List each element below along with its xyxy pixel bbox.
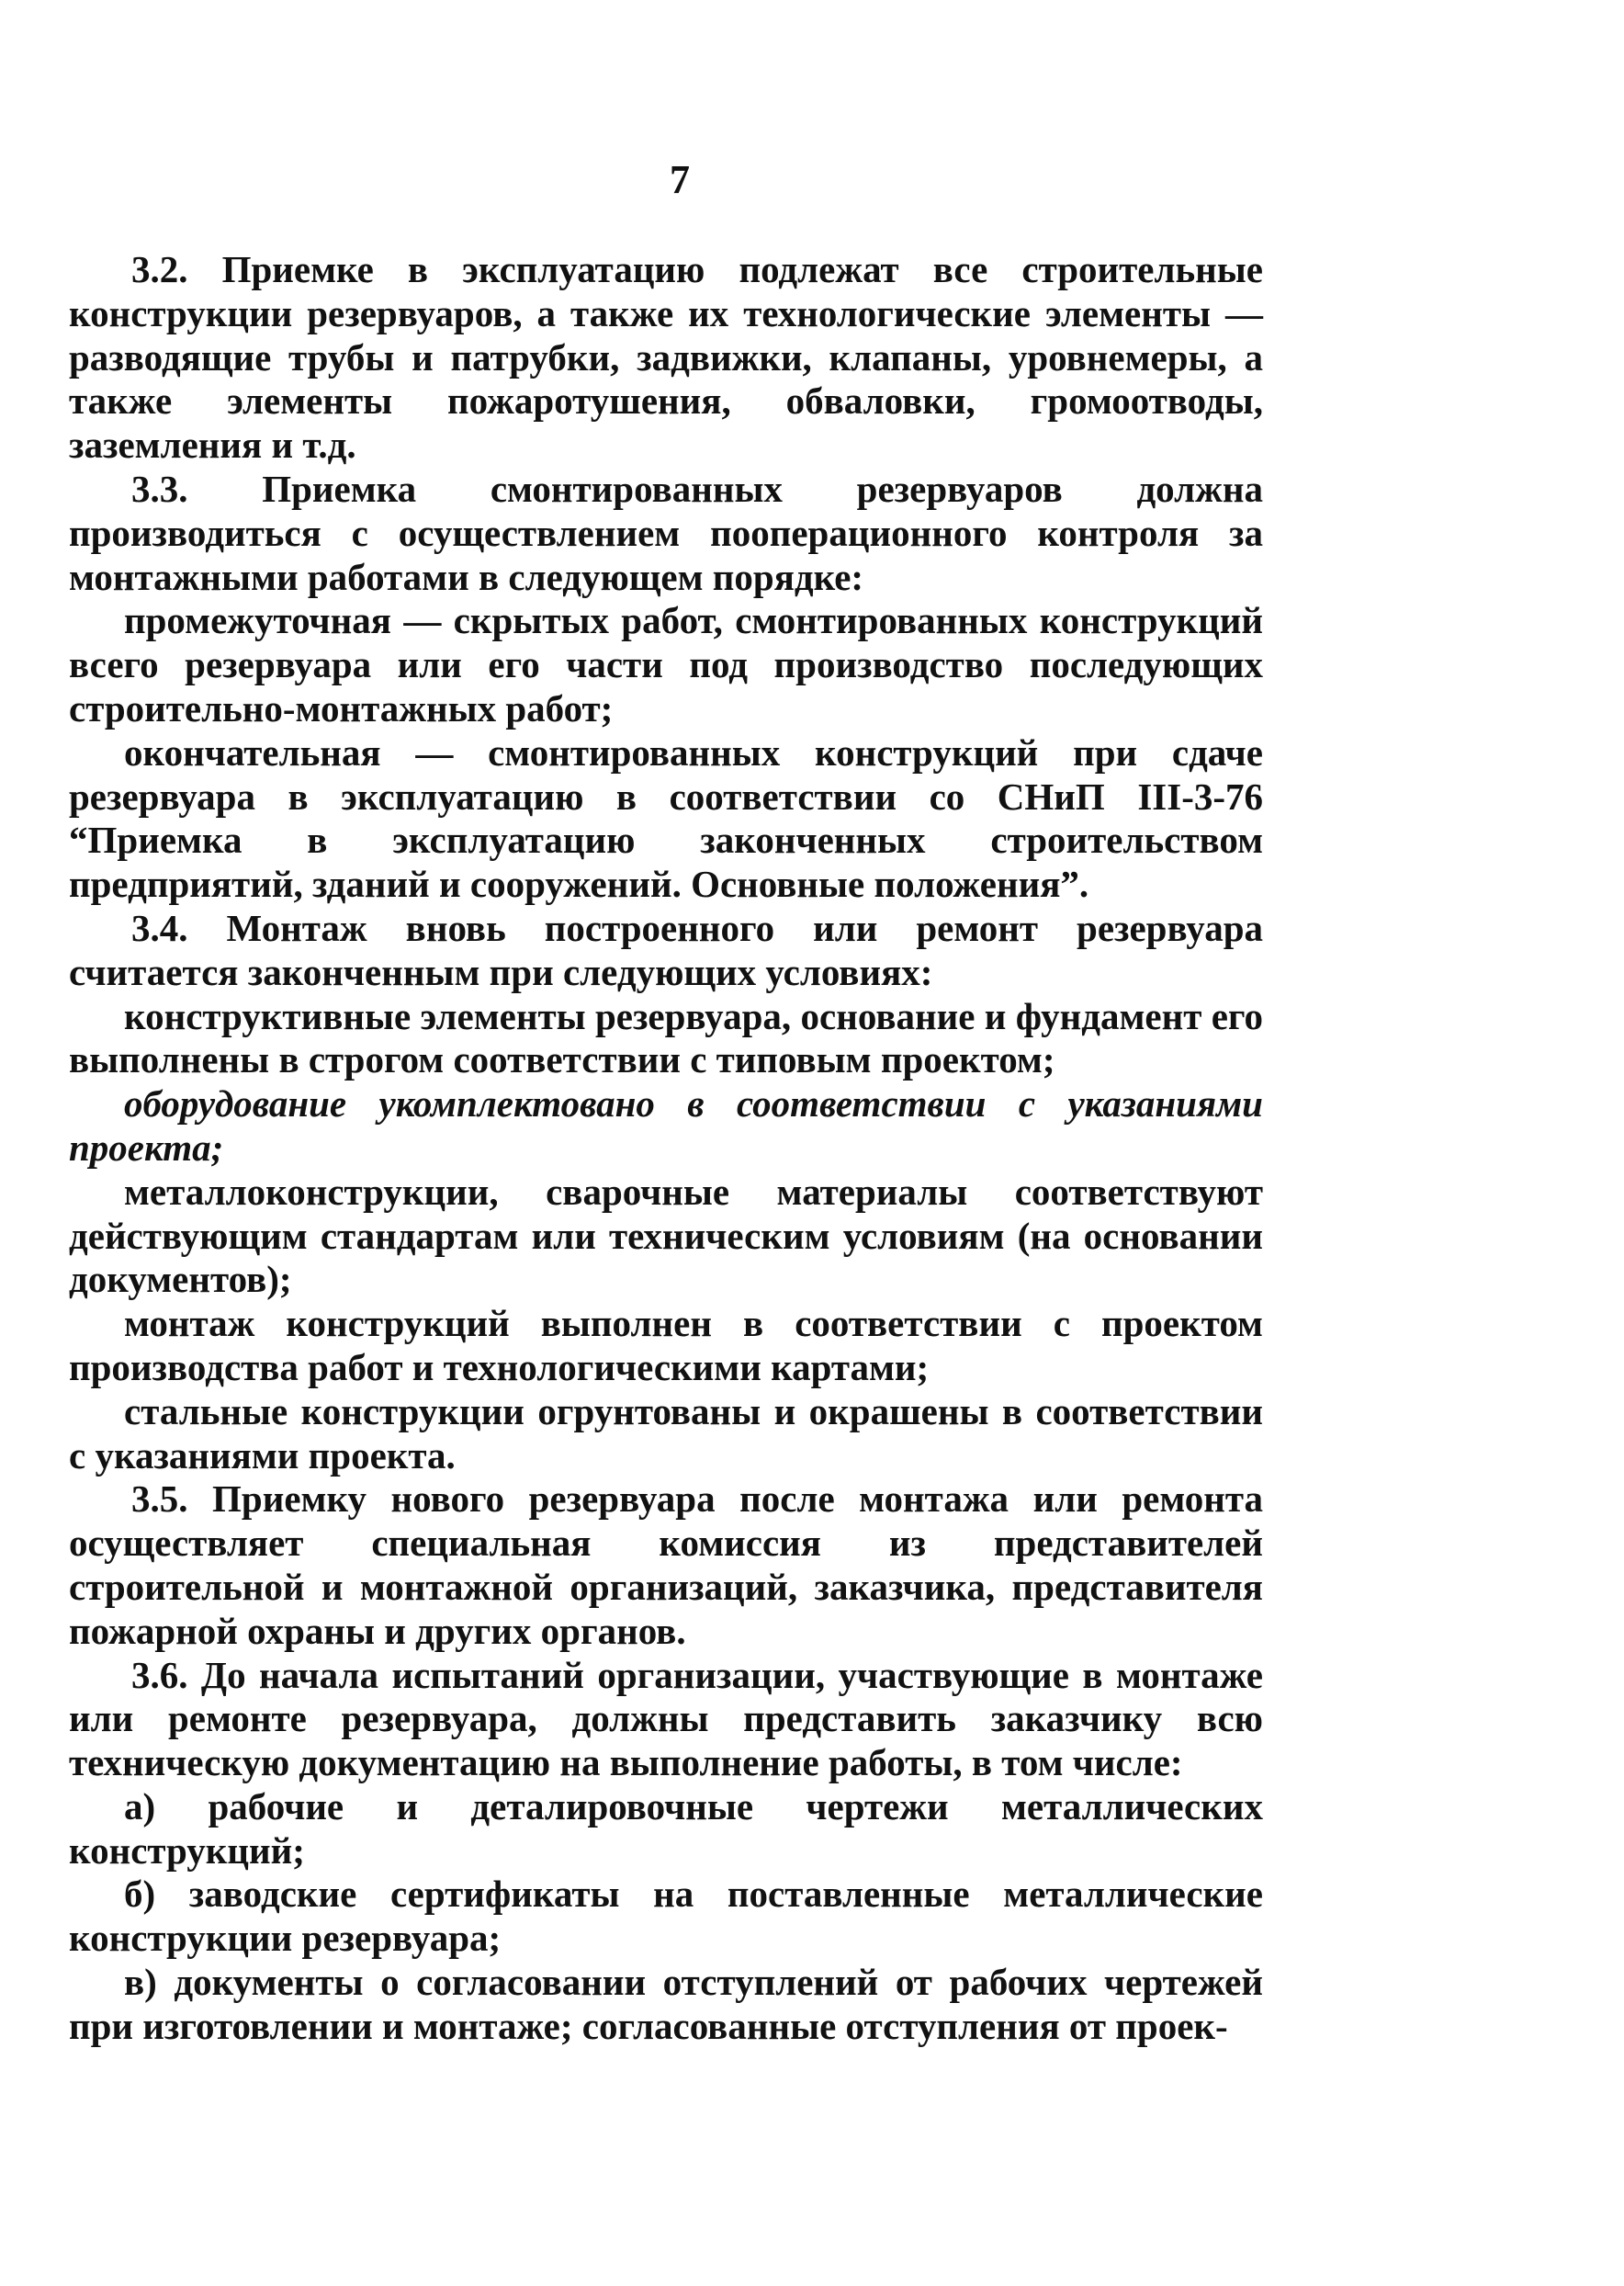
paragraph-3-3: 3.3. Приемка смонтированных резервуаров должна производиться с осуществлением пооперационного контроля за монтажными работами в следующем порядке: bbox=[69, 467, 1263, 598]
list-item-metal-structures: металлоконструкции, сварочные материалы соответствуют действующим стандартам или техническим условиям (на основании документов); bbox=[69, 1170, 1263, 1301]
page-number: 7 bbox=[670, 157, 690, 202]
list-item-c: в) документы о согласовании отступлений от рабочих чертежей при изготовлении и монтаже; согласованные отступления от проек- bbox=[69, 1961, 1263, 2047]
paragraph-3-6: 3.6. До начала испытаний организации, участвующие в монтаже или ремонте резервуара, должны представить заказчику всю техническую документацию на выполнение работы, в том числе: bbox=[69, 1653, 1263, 1784]
list-item-installation: монтаж конструкций выполнен в соответствии с проектом производства работ и технологическими картами; bbox=[69, 1302, 1263, 1388]
list-item-structural-elements: конструктивные элементы резервуара, основание и фундамент его выполнены в строгом соответствии с типовым проектом; bbox=[69, 994, 1263, 1081]
list-item-b: б) заводские сертификаты на поставленные металлические конструкции резервуара; bbox=[69, 1873, 1263, 1960]
list-item-equipment: оборудование укомплектовано в соответствии с указаниями проекта; bbox=[69, 1082, 1263, 1169]
list-item-a: а) рабочие и деталировочные чертежи металлических конструкций; bbox=[69, 1784, 1263, 1872]
paragraph-intermediate: промежуточная — скрытых работ, смонтированных конструкций всего резервуара или его части под производство последующих строительно-монтажных работ; bbox=[69, 599, 1263, 730]
document-body bbox=[69, 248, 1263, 2049]
list-item-painting: стальные конструкции огрунтованы и окрашены в соответствии с указаниями проекта. bbox=[69, 1389, 1263, 1477]
paragraph-3-4: 3.4. Монтаж вновь построенного или ремонт резервуара считается законченным при следующих условиях: bbox=[69, 906, 1263, 993]
paragraph-3-5: 3.5. Приемку нового резервуара после монтажа или ремонта осуществляет специальная комиссия из представителей строительной и монтажной организаций, заказчика, представителя пожарной охраны и других органов. bbox=[69, 1477, 1263, 1652]
paragraph-3-2: 3.2. Приемке в эксплуатацию подлежат все строительные конструкции резервуаров, а также их технологические элементы — разводящие трубы и патрубки, задвижки, клапаны, уровнемеры, а также элементы пожаротушения, обваловки, громоотводы, заземления и т.д. bbox=[69, 248, 1263, 467]
paragraph-final: окончательная — смонтированных конструкций при сдаче резервуара в эксплуатацию в соответствии со СНиП III-3-76 “Приемка в эксплуатацию законченных строительством предприятий, зданий и сооружений. Основные положения”. bbox=[69, 730, 1263, 906]
